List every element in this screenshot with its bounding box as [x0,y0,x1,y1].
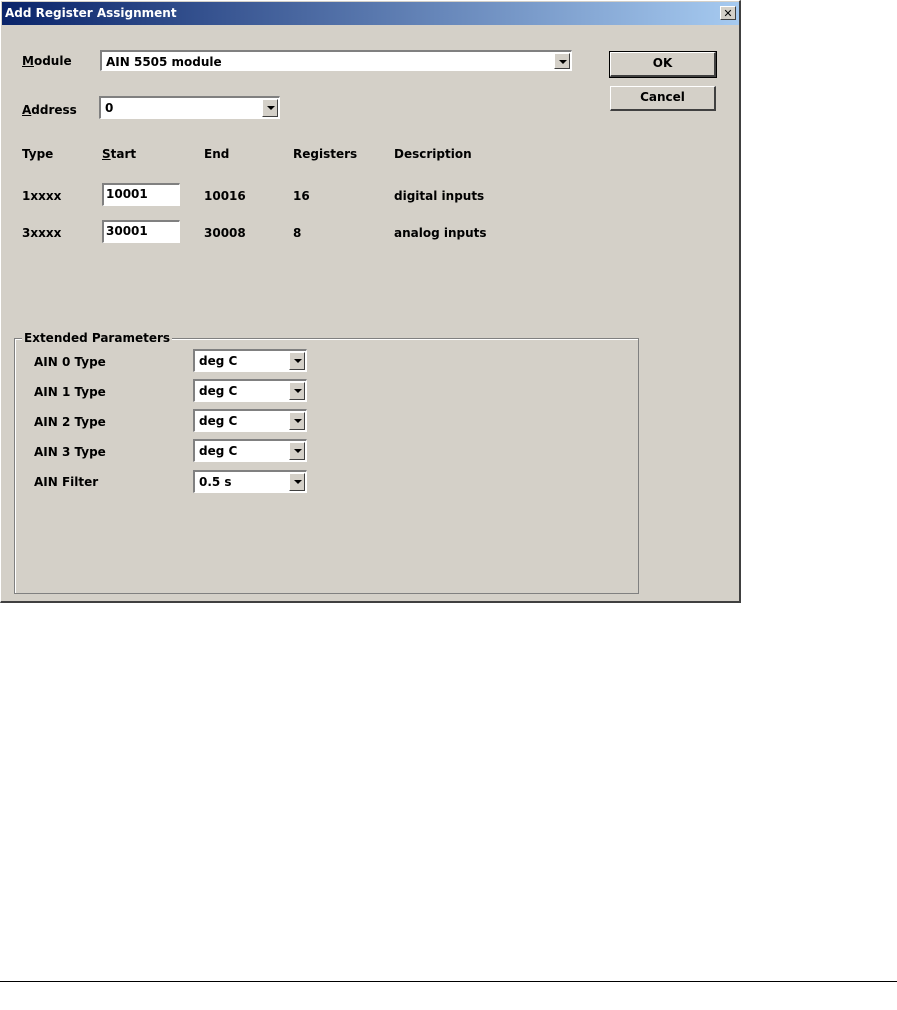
row-1-type: 1xxxx [22,189,62,203]
header-registers: Registers [293,147,358,161]
extended-parameters-title: Extended Parameters [24,331,171,345]
chevron-down-icon[interactable] [289,442,305,460]
ain-0-type-label: AIN 0 Type [34,355,106,369]
ain-0-type-select[interactable] [193,349,307,372]
ok-button[interactable]: OK [610,52,716,77]
add-register-dialog [0,0,741,603]
row-2-end: 30008 [204,226,246,240]
chevron-down-icon[interactable] [289,352,305,370]
chevron-down-icon[interactable] [289,473,305,491]
cancel-button[interactable]: Cancel [610,86,716,111]
row-2-start-value: 30001 [106,224,148,238]
chevron-down-icon[interactable] [289,412,305,430]
row-1-description: digital inputs [394,189,485,203]
row-1-start-value: 10001 [106,187,148,201]
module-select[interactable] [100,50,572,71]
ain-3-type-value: deg C [199,444,238,458]
window-title: Add Register Assignment [5,6,177,20]
close-button[interactable] [720,6,736,20]
ain-filter-select[interactable] [193,470,307,493]
ain-1-type-value: deg C [199,384,238,398]
ain-3-type-label: AIN 3 Type [34,445,106,459]
ain-2-type-select[interactable] [193,409,307,432]
address-label: Address [22,103,77,117]
address-select-value: 0 [105,101,114,115]
ain-3-type-select[interactable] [193,439,307,462]
page-divider [0,981,897,982]
row-2-type: 3xxxx [22,226,62,240]
ain-filter-value: 0.5 s [199,475,232,489]
address-select[interactable] [99,96,280,119]
ain-2-type-value: deg C [199,414,238,428]
header-description: Description [394,147,472,161]
row-1-registers: 16 [293,189,310,203]
title-bar[interactable] [2,2,739,25]
ain-1-type-select[interactable] [193,379,307,402]
row-2-start-input[interactable] [102,220,180,243]
ain-2-type-label: AIN 2 Type [34,415,106,429]
row-2-registers: 8 [293,226,302,240]
module-label: Module [22,54,72,68]
chevron-down-icon[interactable] [289,382,305,400]
ain-0-type-value: deg C [199,354,238,368]
header-end: End [204,147,230,161]
row-1-end: 10016 [204,189,246,203]
extended-parameters-group [14,338,639,594]
ain-filter-label: AIN Filter [34,475,99,489]
ain-1-type-label: AIN 1 Type [34,385,106,399]
chevron-down-icon[interactable] [262,99,278,117]
module-select-value: AIN 5505 module [106,55,222,69]
row-1-start-input[interactable] [102,183,180,206]
header-start: Start [102,147,137,161]
header-type: Type [22,147,54,161]
close-icon: ✕ [723,7,733,20]
row-2-description: analog inputs [394,226,487,240]
chevron-down-icon[interactable] [554,53,570,69]
